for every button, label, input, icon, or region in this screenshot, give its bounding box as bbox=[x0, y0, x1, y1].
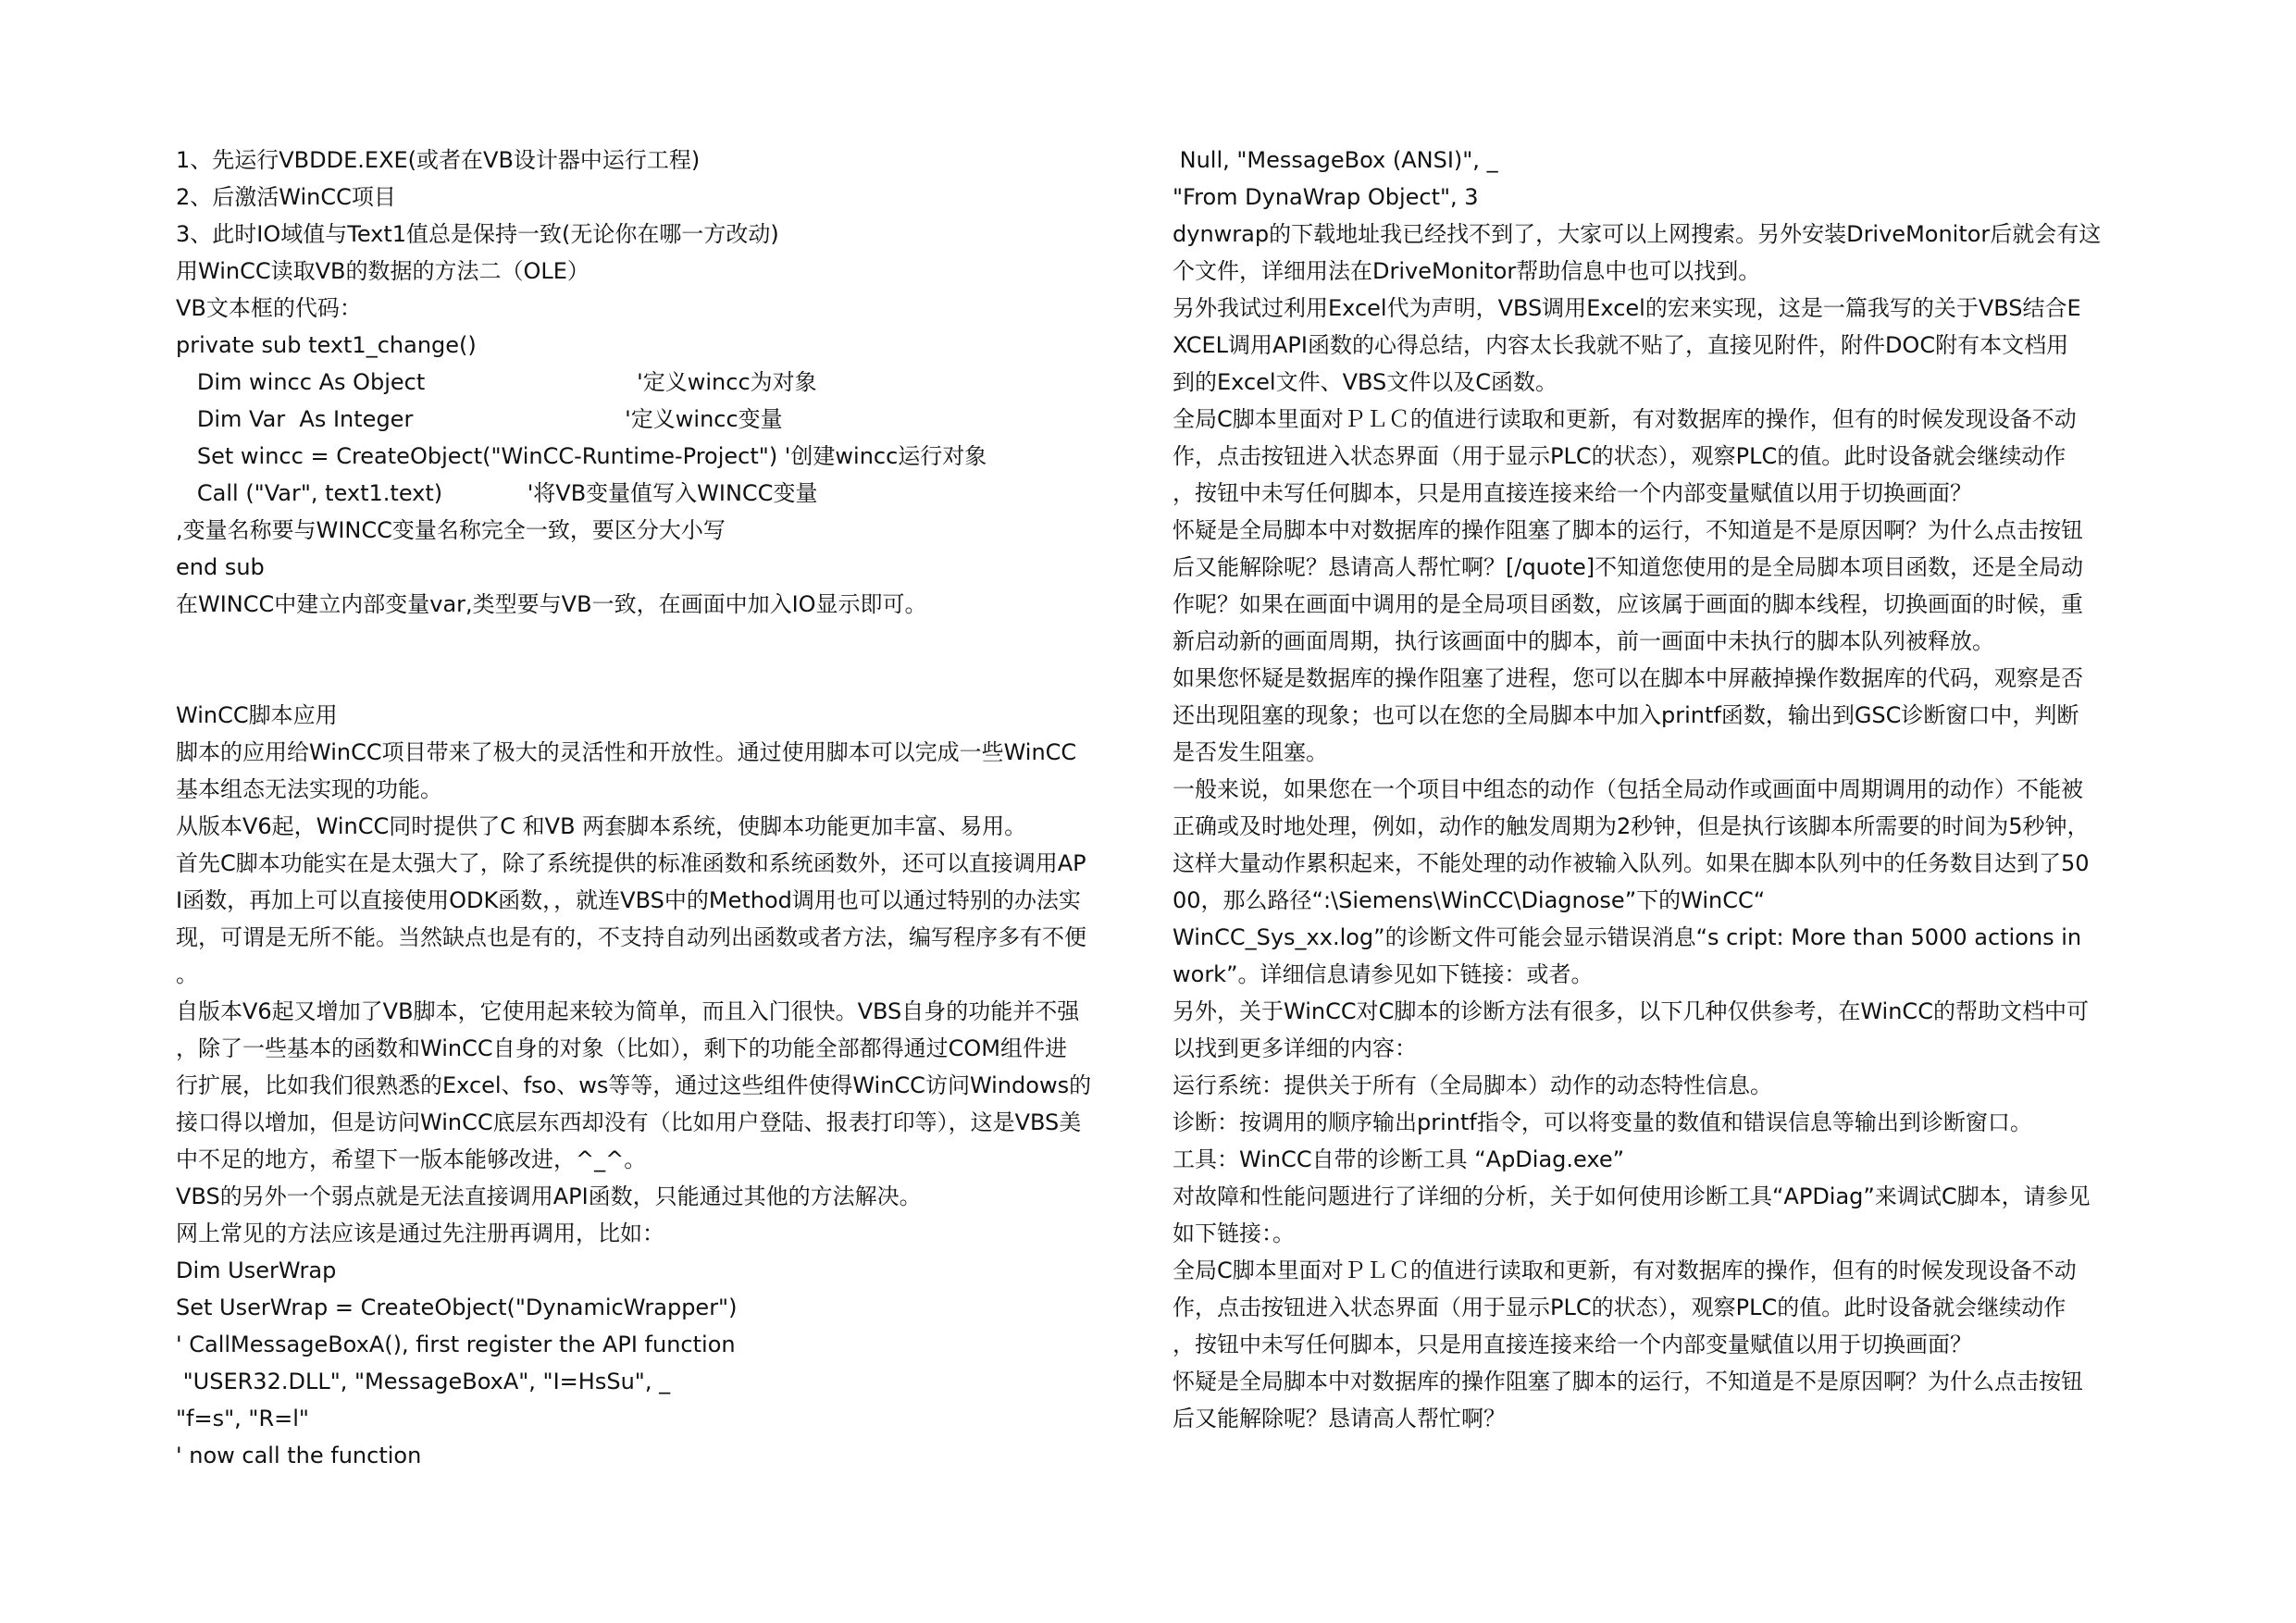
text-line: end sub bbox=[176, 554, 265, 580]
text-line: 00，那么路径“:\Siemens\WinCC\Diagnose”下的WinCC“ bbox=[1173, 887, 1766, 913]
text-line: 如下链接：。 bbox=[1173, 1220, 1295, 1246]
text-line: 中不足的地方，希望下一版本能够改进，^_^。 bbox=[176, 1146, 647, 1172]
text-line: 网上常见的方法应该是通过先注册再调用，比如： bbox=[176, 1220, 664, 1246]
text-line bbox=[176, 660, 1175, 697]
text-line: "USER32.DLL", "MessageBoxA", "I=HsSu", _ bbox=[176, 1369, 671, 1394]
text-line: 还出现阻塞的现象；也可以在您的全局脚本中加入printf函数，输出到GSC诊断窗口中，判断 bbox=[1173, 702, 2079, 728]
text-line: 到的Excel文件、VBS文件以及C函数。 bbox=[1173, 369, 1558, 395]
text-line: 正确或及时地处理，例如，动作的触发周期为2秒钟，但是执行该脚本所需要的时间为5秒钟， bbox=[1173, 813, 2090, 839]
text-line: 新启动新的画面周期，执行该画面中的脚本，前一画面中未执行的脚本队列被释放。 bbox=[1173, 628, 1994, 654]
text-line: 一般来说，如果您在一个项目中组态的动作（包括全局动作或画面中周期调用的动作）不能被 bbox=[1173, 776, 2083, 802]
text-line: 用WinCC读取VB的数据的方法二（OLE） bbox=[176, 258, 590, 284]
text-line: work”。详细信息请参见如下链接：或者。 bbox=[1173, 961, 1594, 987]
text-line: Set wincc = CreateObject("WinCC-Runtime-Project") '创建wincc运行对象 bbox=[176, 443, 987, 469]
text-line: Set UserWrap = CreateObject("DynamicWrapper") bbox=[176, 1295, 738, 1320]
text-line: ' now call the function bbox=[176, 1443, 422, 1468]
text-line: 2、后激活WinCC项目 bbox=[176, 184, 396, 210]
text-line: 以找到更多详细的内容： bbox=[1173, 1035, 1417, 1061]
text-line: 现，可谓是无所不能。当然缺点也是有的，不支持自动列出函数或者方法，编写程序多有不便 bbox=[176, 924, 1086, 950]
right-text-column bbox=[1173, 142, 2172, 1437]
text-line: 个文件，详细用法在DriveMonitor帮助信息中也可以找到。 bbox=[1173, 258, 1761, 284]
text-line: Dim UserWrap bbox=[176, 1258, 337, 1283]
text-line: "f=s", "R=l" bbox=[176, 1406, 309, 1431]
text-line: 脚本的应用给WinCC项目带来了极大的灵活性和开放性。通过使用脚本可以完成一些WinCC bbox=[176, 739, 1077, 765]
text-line: 如果您怀疑是数据库的操作阻塞了进程，您可以在脚本中屏蔽掉操作数据库的代码，观察是否 bbox=[1173, 665, 2083, 691]
text-line: VBS的另外一个弱点就是无法直接调用API函数，只能通过其他的方法解决。 bbox=[176, 1183, 922, 1209]
text-line bbox=[176, 623, 1175, 660]
text-line: 另外我试过利用Excel代为声明，VBS调用Excel的宏来实现，这是一篇我写的关于VBS结合E bbox=[1173, 295, 2081, 321]
text-line: 1、先运行VBDDE.EXE(或者在VB设计器中运行工程) bbox=[176, 147, 701, 173]
text-line: 基本组态无法实现的功能。 bbox=[176, 776, 442, 802]
text-line: 首先C脚本功能实在是太强大了，除了系统提供的标准函数和系统函数外，还可以直接调用AP bbox=[176, 850, 1086, 876]
text-line: 作，点击按钮进入状态界面（用于显示PLC的状态），观察PLC的值。此时设备就会继续动作 bbox=[1173, 1295, 2066, 1320]
text-line: 全局C脚本里面对ＰＬＣ的值进行读取和更新，有对数据库的操作，但有的时候发现设备不动 bbox=[1173, 1258, 2077, 1283]
text-line: 是否发生阻塞。 bbox=[1173, 739, 1328, 765]
text-line: Null, "MessageBox (ANSI)", _ bbox=[1173, 147, 1498, 173]
text-line: 对故障和性能问题进行了详细的分析，关于如何使用诊断工具“APDiag”来调试C脚本，请参见 bbox=[1173, 1183, 2091, 1209]
text-line: 。 bbox=[176, 961, 198, 987]
text-line: 3、此时IO域值与Text1值总是保持一致(无论你在哪一方改动) bbox=[176, 221, 779, 247]
text-line: 工具：WinCC自带的诊断工具 “ApDiag.exe” bbox=[1173, 1146, 1625, 1172]
text-line: dynwrap的下载地址我已经找不到了，大家可以上网搜索。另外安装DriveMonitor后就会有这 bbox=[1173, 221, 2102, 247]
text-line: Dim Var As Integer '定义wincc变量 bbox=[176, 406, 783, 432]
text-line: WinCC脚本应用 bbox=[176, 702, 338, 728]
text-line: ，按钮中未写任何脚本，只是用直接连接来给一个内部变量赋值以用于切换画面？ bbox=[1173, 480, 1972, 506]
text-line: ，除了一些基本的函数和WinCC自身的对象（比如），剩下的功能全部都得通过COM组件进 bbox=[176, 1035, 1067, 1061]
text-line: 全局C脚本里面对ＰＬＣ的值进行读取和更新，有对数据库的操作，但有的时候发现设备不动 bbox=[1173, 406, 2077, 432]
text-line: 另外，关于WinCC对C脚本的诊断方法有很多，以下几种仅供参考，在WinCC的帮助文档中可 bbox=[1173, 998, 2089, 1024]
text-line: 在WINCC中建立内部变量var,类型要与VB一致，在画面中加入IO显示即可。 bbox=[176, 591, 927, 617]
text-line: 作，点击按钮进入状态界面（用于显示PLC的状态），观察PLC的值。此时设备就会继续动作 bbox=[1173, 443, 2066, 469]
text-line: Dim wincc As Object '定义wincc为对象 bbox=[176, 369, 817, 395]
text-line: 怀疑是全局脚本中对数据库的操作阻塞了脚本的运行，不知道是不是原因啊？为什么点击按钮 bbox=[1173, 517, 2083, 543]
text-line: 这样大量动作累积起来，不能处理的动作被输入队列。如果在脚本队列中的任务数目达到了50 bbox=[1173, 850, 2090, 876]
text-line: ,变量名称要与WINCC变量名称完全一致，要区分大小写 bbox=[176, 517, 726, 543]
text-line: 后又能解除呢？恳请高人帮忙啊？[/quote]不知道您使用的是全局脚本项目函数，还是全局动 bbox=[1173, 554, 2084, 580]
text-line: 后又能解除呢？恳请高人帮忙啊？ bbox=[1173, 1406, 1506, 1431]
text-line: I函数，再加上可以直接使用ODK函数，，就连VBS中的Method调用也可以通过特别的办法实 bbox=[176, 887, 1081, 913]
text-line: WinCC_Sys_xx.log”的诊断文件可能会显示错误消息“s cript: More than 5000 actions in bbox=[1173, 924, 2082, 950]
text-line: private sub text1_change() bbox=[176, 332, 477, 358]
text-line: ，按钮中未写任何脚本，只是用直接连接来给一个内部变量赋值以用于切换画面？ bbox=[1173, 1332, 1972, 1357]
text-line: 怀疑是全局脚本中对数据库的操作阻塞了脚本的运行，不知道是不是原因啊？为什么点击按钮 bbox=[1173, 1369, 2083, 1394]
text-line: 接口得以增加，但是访问WinCC底层东西却没有（比如用户登陆、报表打印等），这是VBS美 bbox=[176, 1109, 1082, 1135]
text-line: 作呢？如果在画面中调用的是全局项目函数，应该属于画面的脚本线程，切换画面的时候，重 bbox=[1173, 591, 2083, 617]
text-line: 从版本V6起，WinCC同时提供了C 和VB 两套脚本系统，使脚本功能更加丰富、易用。 bbox=[176, 813, 1027, 839]
text-line: 自版本V6起又增加了VB脚本，它使用起来较为简单，而且入门很快。VBS自身的功能并不强 bbox=[176, 998, 1080, 1024]
text-line: 运行系统：提供关于所有（全局脚本）动作的动态特性信息。 bbox=[1173, 1072, 1772, 1098]
text-line: VB文本框的代码： bbox=[176, 295, 362, 321]
left-text-column bbox=[176, 142, 1175, 1474]
text-line: XCEL调用API函数的心得总结，内容太长我就不贴了，直接见附件，附件DOC附有本文档用 bbox=[1173, 332, 2069, 358]
text-line: 诊断：按调用的顺序输出printf指令，可以将变量的数值和错误信息等输出到诊断窗口。 bbox=[1173, 1109, 2032, 1135]
text-line: "From DynaWrap Object", 3 bbox=[1173, 184, 1479, 210]
text-line: Call ("Var", text1.text) '将VB变量值写入WINCC变量 bbox=[176, 480, 818, 506]
text-line: 行扩展，比如我们很熟悉的Excel、fso、ws等等，通过这些组件使得WinCC访问Windows的 bbox=[176, 1072, 1092, 1098]
text-line: ' CallMessageBoxA(), first register the API function bbox=[176, 1332, 736, 1357]
